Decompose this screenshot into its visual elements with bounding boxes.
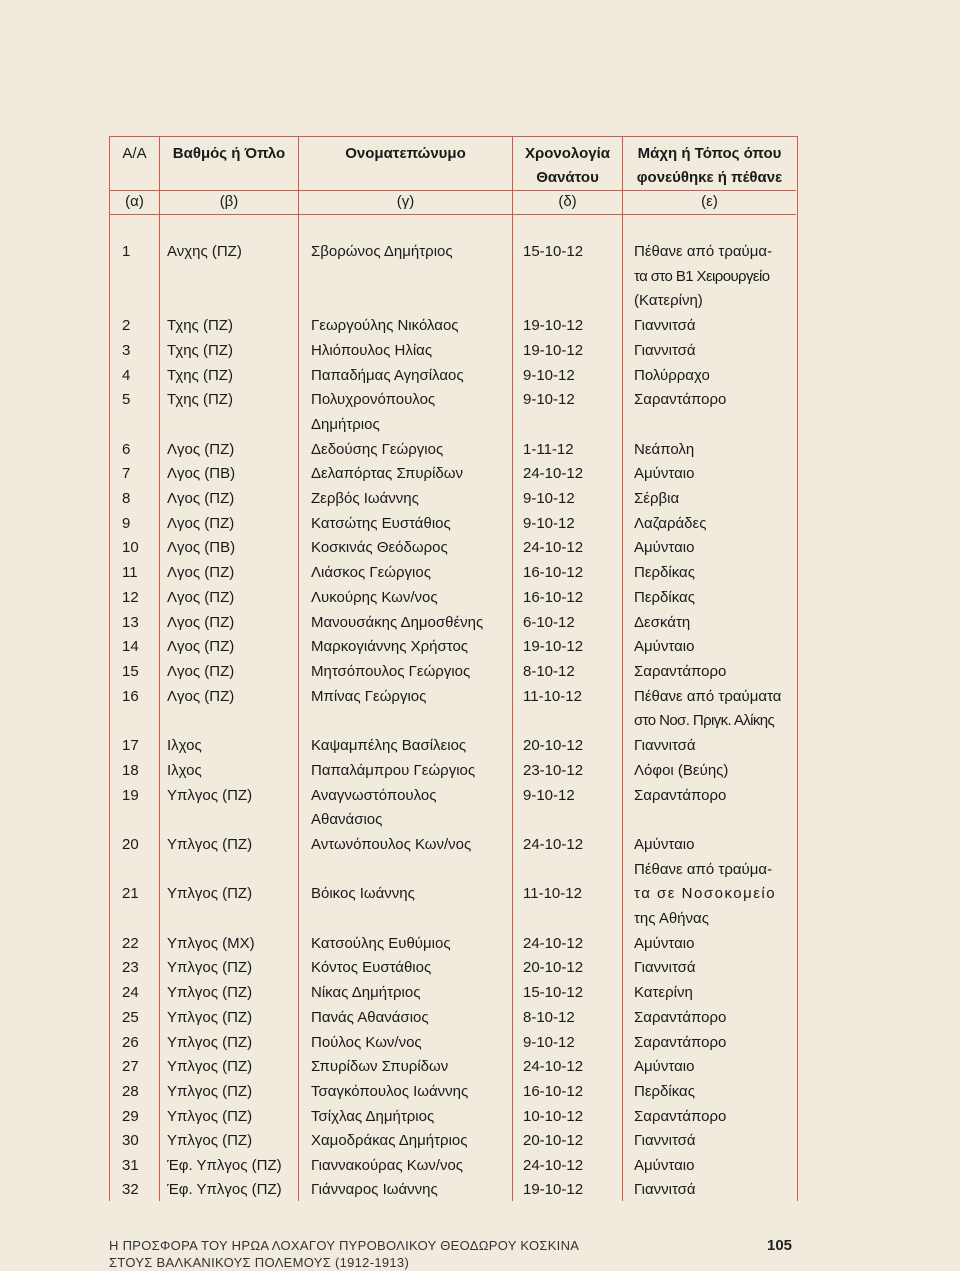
header-rank: Βαθμός ή Όπλο — [172, 145, 286, 162]
row-name: Πανάς Αθανάσιος — [311, 1009, 429, 1026]
row-place: Αμύνταιο — [634, 465, 695, 482]
row-place: Σαραντάπορο — [634, 1034, 727, 1051]
table-row — [0, 634, 960, 659]
table-row — [0, 1054, 960, 1079]
row-date: 19-10-12 — [523, 317, 584, 334]
row-place: Γιαννιτσά — [634, 959, 696, 976]
row-number: 10 — [122, 539, 139, 556]
row-name: Κόντος Ευστάθιος — [311, 959, 432, 976]
row-place: Σαραντάπορο — [634, 1009, 727, 1026]
row-date: 16-10-12 — [523, 1083, 584, 1100]
row-number: 27 — [122, 1058, 139, 1075]
row-number: 31 — [122, 1157, 139, 1174]
row-rank: Λγος (ΠΒ) — [167, 465, 236, 482]
row-rank: Ανχης (ΠΖ) — [167, 243, 242, 260]
table-row — [0, 239, 960, 264]
row-date: 15-10-12 — [523, 243, 584, 260]
row-place: Αμύνταιο — [634, 1157, 695, 1174]
row-name: Κοσκινάς Θεόδωρος — [311, 539, 448, 556]
row-number: 25 — [122, 1009, 139, 1026]
row-date: 11-10-12 — [523, 885, 582, 902]
header-aa: Α/Α — [122, 145, 147, 162]
row-1-place-cont: (Κατερίνη) — [634, 292, 703, 309]
header-place-line2: φονεύθηκε ή πέθανε — [636, 169, 783, 186]
row-rank: Λγος (ΠΖ) — [167, 441, 235, 458]
page-number: 105 — [767, 1237, 793, 1254]
row-number: 8 — [122, 490, 131, 507]
table-row — [0, 931, 960, 956]
row-16-place-cont: στο Νοσ. Πριγκ. Αλίκης — [634, 712, 775, 729]
row-number: 3 — [122, 342, 131, 359]
header-date-line1: Χρονολογία — [524, 145, 610, 162]
row-date: 1-11-12 — [523, 441, 574, 458]
row-name: Νίκας Δημήτριος — [311, 984, 421, 1001]
row-rank: Τχης (ΠΖ) — [167, 342, 233, 359]
row-name: Καψαμπέλης Βασίλειος — [311, 737, 467, 754]
row-date: 20-10-12 — [523, 1132, 584, 1149]
row-rank: Υπλγος (ΠΖ) — [167, 885, 253, 902]
header-sub-b: (β) — [219, 193, 239, 210]
row-name: Πολυχρονόπουλος — [311, 391, 436, 408]
header-name: Ονοματεπώνυμο — [345, 145, 466, 162]
row-name: Τσίχλας Δημήτριος — [311, 1108, 435, 1125]
row-name: Ζερβός Ιωάννης — [311, 490, 419, 507]
row-date: 8-10-12 — [523, 663, 575, 680]
row-number: 24 — [122, 984, 139, 1001]
table-row — [0, 461, 960, 486]
table-row — [0, 758, 960, 783]
row-number: 11 — [122, 564, 138, 581]
row-date: 9-10-12 — [523, 515, 575, 532]
row-date: 24-10-12 — [523, 465, 584, 482]
row-place: Γιαννιτσά — [634, 737, 696, 754]
row-date: 16-10-12 — [523, 564, 584, 581]
row-date: 9-10-12 — [523, 1034, 575, 1051]
row-rank: Λγος (ΠΖ) — [167, 638, 235, 655]
row-name: Τσαγκόπουλος Ιωάννης — [311, 1083, 469, 1100]
row-name: Μητσόπουλος Γεώργιος — [311, 663, 471, 680]
table-row — [0, 684, 960, 709]
row-place: Αμύνταιο — [634, 836, 695, 853]
row-name: Λυκούρης Κων/νος — [311, 589, 438, 606]
row-place: Λόφοι (Βεύης) — [634, 762, 729, 779]
table-row — [0, 980, 960, 1005]
row-rank: Τχης (ΠΖ) — [167, 367, 233, 384]
table-row — [0, 610, 960, 635]
row-rank: Υπλγος (ΜΧ) — [167, 935, 255, 952]
table-row — [0, 1128, 960, 1153]
row-number: 5 — [122, 391, 131, 408]
row-rank: Υπλγος (ΠΖ) — [167, 1108, 253, 1125]
row-rank: Υπλγος (ΠΖ) — [167, 787, 253, 804]
row-number: 26 — [122, 1034, 139, 1051]
row-date: 9-10-12 — [523, 367, 575, 384]
table-row — [0, 832, 960, 857]
row-number: 18 — [122, 762, 139, 779]
row-rank: Υπλγος (ΠΖ) — [167, 959, 253, 976]
row-date: 10-10-12 — [523, 1108, 584, 1125]
row-rank: Τχης (ΠΖ) — [167, 317, 233, 334]
row-number: 19 — [122, 787, 139, 804]
row-number: 23 — [122, 959, 139, 976]
table-row — [0, 955, 960, 980]
row-5-name-cont: Δημήτριος — [311, 416, 380, 433]
row-place: Σαραντάπορο — [634, 391, 727, 408]
row-place: Γιαννιτσά — [634, 317, 696, 334]
row-place: Αμύνταιο — [634, 1058, 695, 1075]
row-number: 15 — [122, 663, 139, 680]
row-number: 22 — [122, 935, 139, 952]
row-name: Γιάνναρος Ιωάννης — [311, 1181, 438, 1198]
row-place: Σαραντάπορο — [634, 787, 727, 804]
row-date: 24-10-12 — [523, 1058, 584, 1075]
row-place: Λαζαράδες — [634, 515, 707, 532]
row-date: 24-10-12 — [523, 836, 584, 853]
row-rank: Λγος (ΠΖ) — [167, 490, 235, 507]
row-rank: Τχης (ΠΖ) — [167, 391, 233, 408]
row-rank: Υπλγος (ΠΖ) — [167, 984, 253, 1001]
table-row — [0, 387, 960, 412]
row-number: 9 — [122, 515, 131, 532]
row-date: 9-10-12 — [523, 787, 575, 804]
row-date: 8-10-12 — [523, 1009, 575, 1026]
row-place: Αμύνταιο — [634, 935, 695, 952]
row-place: Πέθανε από τραύματα — [634, 688, 782, 705]
row-21-place-cont: Πέθανε από τραύμα- — [634, 861, 773, 878]
row-place: Αμύνταιο — [634, 539, 695, 556]
header-date-line2: Θανάτου — [536, 169, 599, 186]
row-rank: Έφ. Υπλγος (ΠΖ) — [167, 1157, 282, 1174]
row-number: 12 — [122, 589, 139, 606]
row-place: τα σε Νοσοκομείο — [634, 885, 777, 902]
row-place: Πολύρραχο — [634, 367, 710, 384]
header-sub-c: (γ) — [396, 193, 415, 210]
row-place: Περδίκας — [634, 589, 695, 606]
row-rank: Λγος (ΠΖ) — [167, 564, 235, 581]
row-name: Κατσούλης Ευθύμιος — [311, 935, 451, 952]
row-date: 9-10-12 — [523, 490, 575, 507]
row-number: 4 — [122, 367, 131, 384]
row-date: 19-10-12 — [523, 1181, 584, 1198]
row-name: Αναγνωστόπουλος — [311, 787, 437, 804]
row-place: Κατερίνη — [634, 984, 693, 1001]
row-date: 11-10-12 — [523, 688, 582, 705]
page-footer — [109, 1237, 579, 1271]
row-name: Παπαδήμας Αγησίλαος — [311, 367, 464, 384]
row-date: 23-10-12 — [523, 762, 584, 779]
row-date: 24-10-12 — [523, 1157, 584, 1174]
row-rank: Υπλγος (ΠΖ) — [167, 1034, 253, 1051]
row-number: 13 — [122, 614, 139, 631]
row-number: 28 — [122, 1083, 139, 1100]
table-row — [0, 560, 960, 585]
row-rank: Λγος (ΠΒ) — [167, 539, 236, 556]
row-number: 32 — [122, 1181, 139, 1198]
row-rank: Λγος (ΠΖ) — [167, 688, 235, 705]
row-date: 9-10-12 — [523, 391, 575, 408]
row-name: Αντωνόπουλος Κων/νος — [311, 836, 472, 853]
row-number: 14 — [122, 638, 139, 655]
footer-line-1: Η ΠΡΟΣΦΟΡΑ ΤΟΥ ΗΡΩΑ ΛΟΧΑΓΟΥ ΠΥΡΟΒΟΛΙΚΟΥ ΘΕΟΔΩΡΟΥ ΚΟΣΚΙΝΑ — [109, 1238, 580, 1253]
header-place-line1: Μάχη ή Τόπος όπου — [637, 145, 782, 162]
table-row — [0, 659, 960, 684]
row-place: Περδίκας — [634, 564, 695, 581]
row-number: 7 — [122, 465, 131, 482]
row-rank: Λγος (ΠΖ) — [167, 589, 235, 606]
table-row — [0, 783, 960, 808]
row-rank: Υπλγος (ΠΖ) — [167, 1009, 253, 1026]
row-date: 24-10-12 — [523, 539, 584, 556]
row-date: 24-10-12 — [523, 935, 584, 952]
row-name: Βόικος Ιωάννης — [311, 885, 415, 902]
table-row — [0, 585, 960, 610]
row-rank: Υπλγος (ΠΖ) — [167, 1058, 253, 1075]
table-row — [0, 733, 960, 758]
row-name: Μπίνας Γεώργιος — [311, 688, 427, 705]
row-name: Μαρκογιάννης Χρήστος — [311, 638, 469, 655]
row-date: 15-10-12 — [523, 984, 584, 1001]
row-number: 16 — [122, 688, 139, 705]
row-date: 16-10-12 — [523, 589, 584, 606]
table-row — [0, 363, 960, 388]
row-date: 6-10-12 — [523, 614, 575, 631]
row-number: 1 — [122, 243, 131, 260]
table-row — [0, 1177, 960, 1202]
row-name: Χαμοδράκας Δημήτριος — [311, 1132, 468, 1149]
row-name: Δελαπόρτας Σπυρίδων — [311, 465, 463, 482]
row-name: Γεωργούλης Νικόλαος — [311, 317, 459, 334]
row-name: Δεδούσης Γεώργιος — [311, 441, 444, 458]
row-number: 20 — [122, 836, 139, 853]
header-sub-a: (α) — [125, 193, 144, 210]
row-name: Σβορώνος Δημήτριος — [311, 243, 453, 260]
row-name: Πούλος Κων/νος — [311, 1034, 422, 1051]
row-place: Περδίκας — [634, 1083, 695, 1100]
table-row — [0, 535, 960, 560]
row-place: Νεάπολη — [634, 441, 695, 458]
row-rank: Έφ. Υπλγος (ΠΖ) — [167, 1181, 282, 1198]
row-place: Σαραντάπορο — [634, 1108, 727, 1125]
row-name: Ηλιόπουλος Ηλίας — [311, 342, 433, 359]
row-19-name-cont: Αθανάσιος — [311, 811, 383, 828]
row-place: Δεσκάτη — [634, 614, 691, 631]
table-row — [0, 1079, 960, 1104]
table-row — [0, 1005, 960, 1030]
table-row — [0, 437, 960, 462]
row-rank: Υπλγος (ΠΖ) — [167, 836, 253, 853]
row-number: 17 — [122, 737, 139, 754]
row-date: 19-10-12 — [523, 638, 584, 655]
row-rank: Υπλγος (ΠΖ) — [167, 1083, 253, 1100]
table-row — [0, 1104, 960, 1129]
row-21-place-cont: της Αθήνας — [634, 910, 709, 927]
table-row — [0, 313, 960, 338]
table-row — [0, 881, 960, 906]
header-sub-d: (δ) — [558, 193, 577, 210]
row-rank: Ιλχος — [167, 762, 202, 779]
row-place: Γιαννιτσά — [634, 1181, 696, 1198]
row-date: 19-10-12 — [523, 342, 584, 359]
row-place: Γιαννιτσά — [634, 1132, 696, 1149]
row-rank: Υπλγος (ΠΖ) — [167, 1132, 253, 1149]
row-rank: Ιλχος — [167, 737, 202, 754]
row-place: Αμύνταιο — [634, 638, 695, 655]
row-place: Γιαννιτσά — [634, 342, 696, 359]
table-row — [0, 511, 960, 536]
row-name: Μανουσάκης Δημοσθένης — [311, 614, 484, 631]
row-name: Κατσώτης Ευστάθιος — [311, 515, 451, 532]
table-row — [0, 1030, 960, 1055]
row-rank: Λγος (ΠΖ) — [167, 515, 235, 532]
row-number: 29 — [122, 1108, 139, 1125]
row-place: Σέρβια — [634, 490, 680, 507]
footer-line-2: ΣΤΟΥΣ ΒΑΛΚΑΝΙΚΟΥΣ ΠΟΛΕΜΟΥΣ (1912-1913) — [109, 1255, 410, 1270]
row-name: Σπυρίδων Σπυρίδων — [311, 1058, 449, 1075]
row-number: 6 — [122, 441, 131, 458]
row-date: 20-10-12 — [523, 737, 584, 754]
row-1-place-cont: τα στο Β1 Χειρουργείο — [634, 268, 770, 285]
row-number: 2 — [122, 317, 131, 334]
table-row — [0, 486, 960, 511]
row-date: 20-10-12 — [523, 959, 584, 976]
table-row — [0, 338, 960, 363]
row-name: Λιάσκος Γεώργιος — [311, 564, 431, 581]
table-row — [0, 1153, 960, 1178]
row-name: Παπαλάμπρου Γεώργιος — [311, 762, 476, 779]
row-place: Πέθανε από τραύμα- — [634, 243, 773, 260]
header-sub-e: (ε) — [701, 193, 718, 210]
row-rank: Λγος (ΠΖ) — [167, 663, 235, 680]
row-name: Γιαννακούρας Κων/νος — [311, 1157, 464, 1174]
row-rank: Λγος (ΠΖ) — [167, 614, 235, 631]
row-place: Σαραντάπορο — [634, 663, 727, 680]
row-number: 30 — [122, 1132, 139, 1149]
row-number: 21 — [122, 885, 139, 902]
